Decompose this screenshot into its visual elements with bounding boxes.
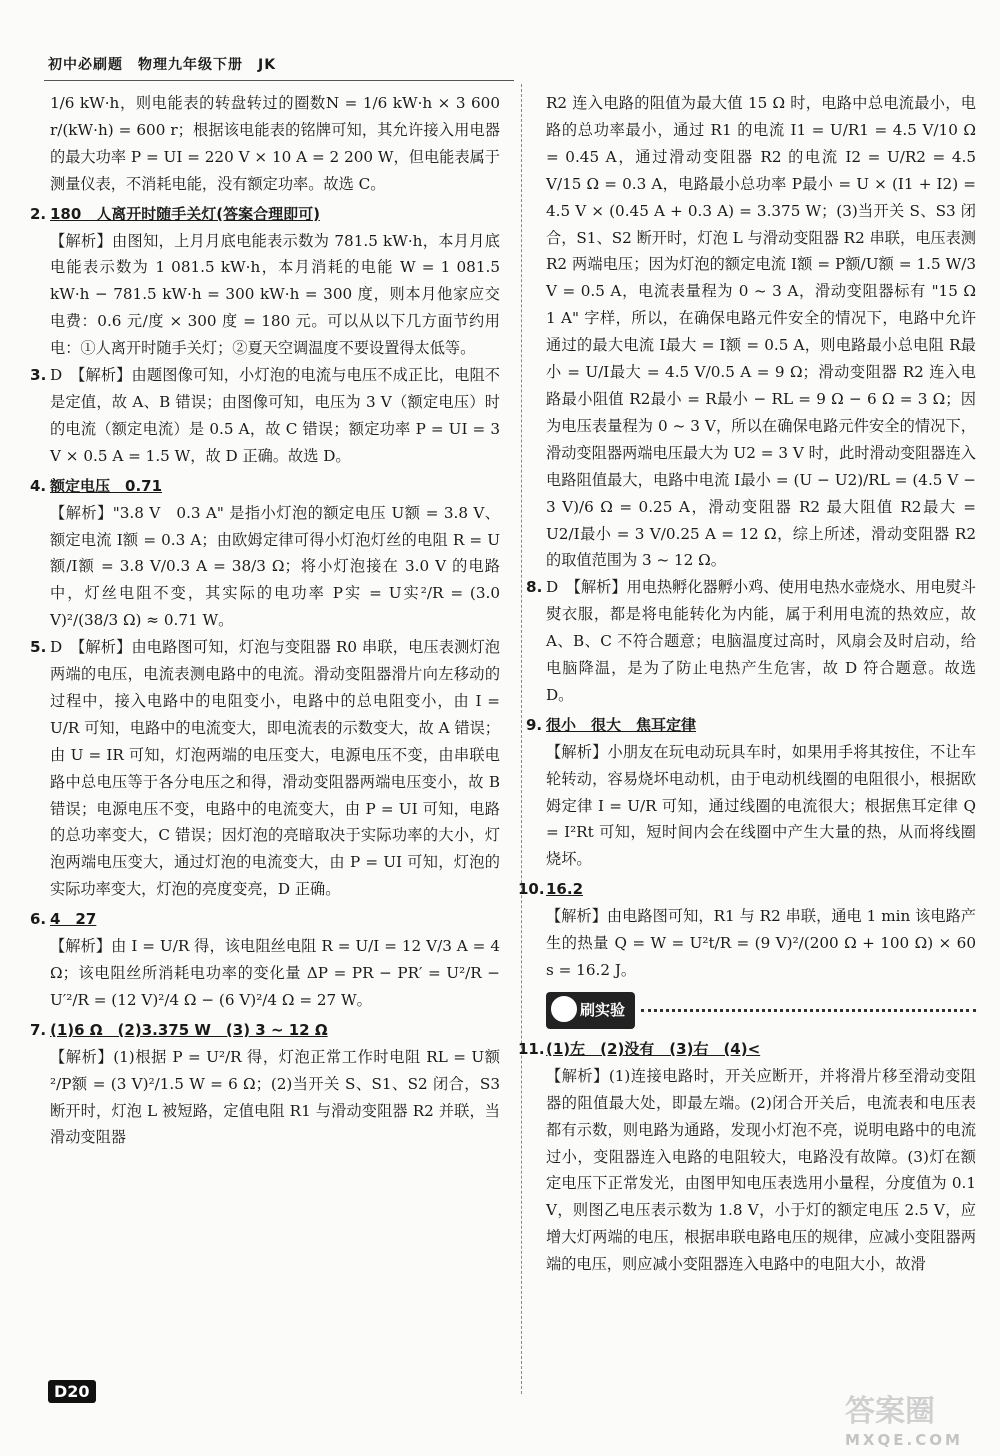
q11-explanation: 【解析】(1)连接电路时，开关应断开，并将滑片移至滑动变阻器的阻值最大处，即最左端。(2)闭合开关后，电流表和电压表都有示数，则电路为通路，发现小灯泡不亮，说明电路中的电流过小，变阻器连入电路的电阻较大，电路没有故障。(3)灯在额定电压下正常发光，由图甲知电压表选用小量程，分度值为 0.1 V，则图乙电压表示数为 1.8 V，小于灯的额定电压 2.5 V，应增大灯两端的电压，根据串联电路电压的规律，应减小变阻器两端的电压，则应减小变阻器连入电路中的电阻大小，故滑	[546, 1066, 976, 1274]
q2-answer: 2. 180 人离开时随手关灯(答案合理即可)	[30, 204, 321, 223]
q5-explanation: 5. D 【解析】由电路图可知，灯泡与变阻器 R0 串联，电压表测灯泡两端的电压，电流表测电路中的电流。滑动变阻器滑片向左移动的过程中，接入电路中的电阻变小，电路中的总电阻变小，由 I = U/R 可知，电路中的电流变大，即电流表的示数变大，故 A 错误；由 U = IR 可知，灯泡两端的电压变大，电源电压不变，由串联电路中总电压等于各分电压之和得，滑动变阻器两端电压变小，故 B 错误；电源电压不变，电路中的电流变大，由 P = UI 可知，电路的总功率变大，C 错误；因灯泡的亮暗取决于实际功率的大小，灯泡两端电压变大，通过灯泡的电流变大，由 P = UI 可知，灯泡的实际功率变大，灯泡的亮度变亮，D 正确。	[30, 638, 500, 899]
column-divider	[521, 84, 522, 1394]
q9-explanation: 【解析】小朋友在玩电动玩具车时，如果用手将其按住，不让车轮转动，容易烧坏电动机，由于电动机线圈的电阻很小，根据欧姆定律 I = U/R 可知，通过线圈的电流很大；根据焦耳定律 Q = I²Rt 可知，短时间内会在线圈中产生大量的热，从而将线圈烧坏。	[546, 742, 976, 869]
left-column	[30, 90, 500, 1151]
q9-answer: 9. 很小 很大 焦耳定律	[526, 715, 697, 734]
banner-dotted-rule	[641, 1009, 976, 1012]
page-number: D20	[48, 1380, 96, 1403]
q1-continuation: 1/6 kW·h，则电能表的转盘转过的圈数N = 1/6 kW·h × 3 600 r/(kW·h) = 600 r；根据该电能表的铭牌可知，其允许接入用电器的最大功率 P = UI = 220 V × 10 A = 2 200 W，但电能表属于测量仪表，不消耗电能，没有额定功率。故选 C。	[50, 94, 500, 193]
q4-answer: 4. 额定电压 0.71	[30, 476, 163, 495]
q10-explanation: 【解析】由电路图可知，R1 与 R2 串联，通电 1 min 该电路产生的热量 Q = W = U²t/R = (9 V)²/(200 Ω + 100 Ω) × 60 s = 16.2 J。	[546, 907, 976, 979]
section-label: 刷实验	[546, 992, 635, 1029]
header-rule	[44, 80, 514, 81]
q11-answer: 11.(1)左 (2)没有 (3)右 (4)<	[518, 1039, 761, 1058]
section-banner	[546, 994, 976, 1028]
q7-answer: 7. (1)6 Ω (2)3.375 W (3) 3 ~ 12 Ω	[30, 1020, 328, 1039]
q6-explanation: 【解析】由 I = U/R 得，该电阻丝电阻 R = U/I = 12 V/3 A = 4 Ω；该电阻丝所消耗电功率的变化量 ΔP = PR − PR′ = U²/R − U′²/R = (12 V)²/4 Ω − (6 V)²/4 Ω = 27 W。	[50, 937, 500, 1009]
q4-explanation: 【解析】"3.8 V 0.3 A" 是指小灯泡的额定电压 U额 = 3.8 V、额定电流 I额 = 0.3 A；由欧姆定律可得小灯泡灯丝的电阻 R = U额/I额 = 3.8 V/0.3 A = 38/3 Ω；将小灯泡接在 3.0 V 的电路中，灯丝电阻不变，其实际的电功率 P实 = U实²/R = (3.0 V)²/(38/3 Ω) ≈ 0.71 W。	[50, 503, 500, 630]
q8-explanation: 8. D 【解析】用电热孵化器孵小鸡、使用电热水壶烧水、用电熨斗熨衣服，都是将电能转化为内能，属于利用电流的热效应，故 A、B、C 不符合题意；电脑温度过高时，风扇会及时启动，给电脑降温，是为了防止电热产生危害，故 D 符合题意。故选 D。	[526, 578, 976, 704]
q7-explanation: 【解析】(1)根据 P = U²/R 得，灯泡正常工作时电阻 RL = U额²/P额 = (3 V)²/1.5 W = 6 Ω；(2)当开关 S、S1、S2 闭合，S3 断开时，灯泡 L 被短路，定值电阻 R1 与滑动变阻器 R2 并联，当滑动变阻器	[50, 1047, 500, 1147]
watermark-logo: 答案圈 MXQE.COM	[845, 1394, 963, 1449]
running-header: 初中必刷题 物理九年级下册 JK	[48, 57, 277, 73]
q3-explanation: 3. D 【解析】由题图像可知，小灯泡的电流与电压不成正比，电阻不是定值，故 A、B 错误；由图像可知，电压为 3 V（额定电压）时的电流（额定电流）是 0.5 A，故 C 错误；额定功率 P = UI = 3 V × 0.5 A = 1.5 W，故 D 正确。故选 D。	[30, 366, 500, 465]
hand-pen-icon	[549, 994, 579, 1024]
right-column	[518, 90, 992, 1278]
q6-answer: 6. 4 27	[30, 910, 97, 929]
q2-explanation: 【解析】由图知，上月月底电能表示数为 781.5 kW·h，本月月底电能表示数为 1 081.5 kW·h，本月消耗的电能 W = 1 081.5 kW·h − 781.5 kW·h = 300 kW·h = 300 度，则本月他家应交电费：0.6 元/度 × 300 度 = 180 元。可以从以下几方面节约用电：①人离开时随手关灯；②夏天空调温度不要设置得太低等。	[50, 231, 500, 358]
q7-continuation: R2 连入电路的阻值为最大值 15 Ω 时，电路中总电流最小，电路的总功率最小，通过 R1 的电流 I1 = U/R1 = 4.5 V/10 Ω = 0.45 A，通过滑动变阻器 R2 的电流 I2 = U/R2 = 4.5 V/15 Ω = 0.3 A，电路最小总功率 P最小 = U × (I1 + I2) = 4.5 V × (0.45 A + 0.3 A) = 3.375 W；(3)当开关 S、S3 闭合，S1、S2 断开时，灯泡 L 与滑动变阻器 R2 串联，电压表测 R2 两端电压；因为灯泡的额定电流 I额 = P额/U额 = 1.5 W/3 V = 0.5 A，电流表量程为 0 ~ 3 A，滑动变阻器标有 "15 Ω 1 A" 字样，所以，在确保电路元件安全的情况下，电路中允许通过的最大电流 I最大 = I额 = 0.5 A，则电路最小总电阻 R最小 = U/I最大 = 4.5 V/0.5 A = 9 Ω；滑动变阻器 R2 连入电路最小阻值 R2最小 = R最小 − RL = 9 Ω − 6 Ω = 3 Ω；因为电压表量程为 0 ~ 3 V，所以在确保电路元件安全的情况下，滑动变阻器两端电压最大为 U2 = 3 V 时，此时滑动变阻器连入电路阻值最大，电路中电流 I最小 = (U − U2)/RL = (4.5 V − 3 V)/6 Ω = 0.25 A，滑动变阻器 R2 最大阻值 R2最大 = U2/I最小 = 3 V/0.25 A = 12 Ω，综上所述，滑动变阻器 R2 的取值范围为 3 ~ 12 Ω。	[546, 94, 992, 570]
q10-answer: 10.16.2	[518, 880, 584, 899]
